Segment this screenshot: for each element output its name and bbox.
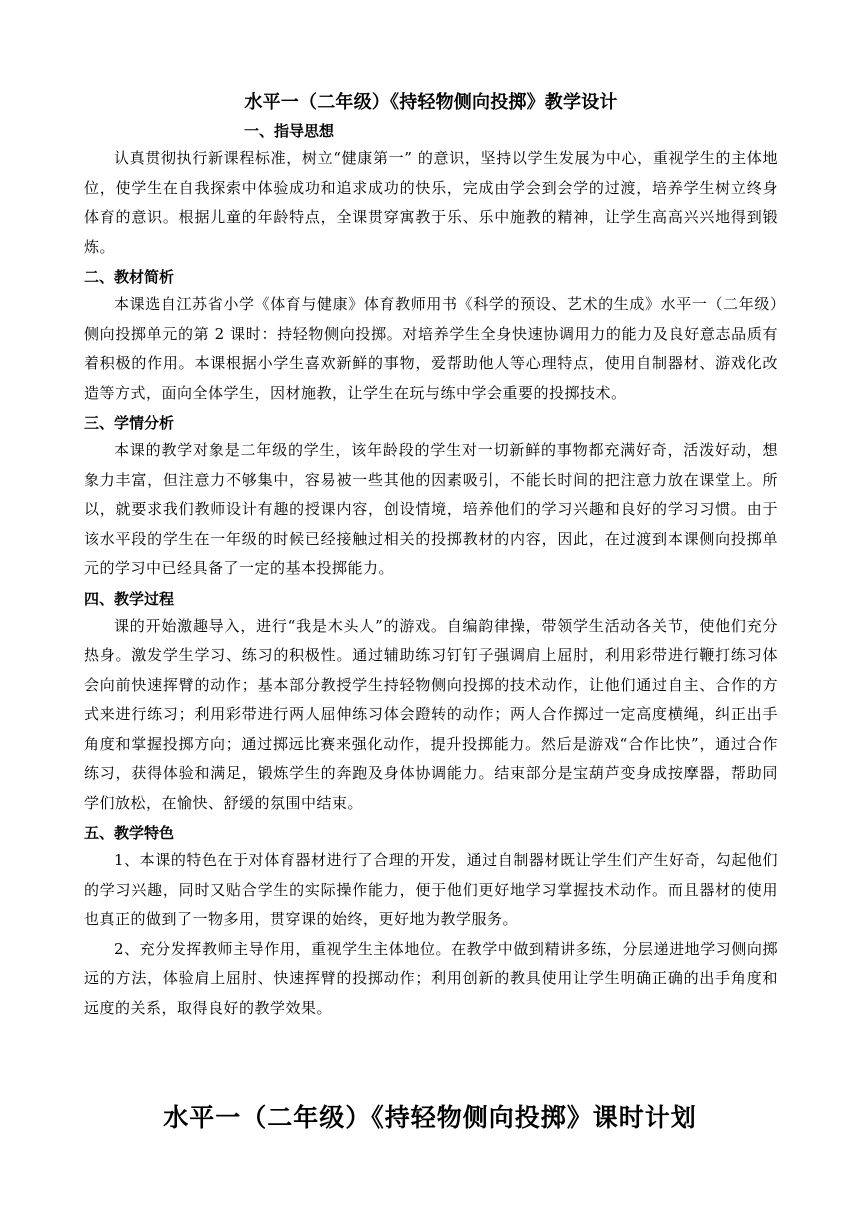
section-heading-guiding-ideology: 一、指导思想: [244, 122, 335, 140]
section-heading-teaching-process: 四、教学过程: [84, 589, 175, 608]
paragraph-teaching-process: 课的开始激趣导入，进行“我是木头人”的游戏。自编韵律操，带领学生活动各关节，使他们充分热身。激发学生学习、练习的积极性。通过辅助练习钉钉子强调肩上屈肘，利用彩带进行鞭打练习体会向前快速挥臂的动作；基本部分教授学生持轻物侧向投掷的技术动作，让他们通过自主、合作的方式来进行练习；利用彩带进行两人屈伸练习体会蹬转的动作；两人合作掷过一定高度横绳，纠正出手角度和掌握投掷方向；通过掷远比赛来强化动作，提升投掷能力。然后是游戏“合作比快”，通过合作练习，获得体验和满足，锻炼学生的奔跑及身体协调能力。结束部分是宝葫芦变身成按摩器，帮助同学们放松，在愉快、舒缓的氛围中结束。: [84, 616, 778, 812]
lesson-plan-title: 水平一（二年级）《持轻物侧向投掷》课时计划: [163, 1103, 697, 1132]
paragraph-teaching-features-1: 1、本课的特色在于对体育器材进行了合理的开发，通过自制器材既让学生们产生好奇，勾起他们的学习兴趣，同时又贴合学生的实际操作能力，便于他们更好地学习掌握技术动作。而且器材的使用也真正的做到了一物多用，贯穿课的始终，更好地为教学服务。: [84, 851, 778, 928]
document-body: [84, 88, 778, 1023]
section-heading-material-analysis: 二、教材简析: [84, 268, 175, 286]
paragraph-student-analysis: 本课的教学对象是二年级的学生，该年龄段的学生对一切新鲜的事物都充满好奇，活泼好动，想象力丰富，但注意力不够集中，容易被一些其他的因素吸引，不能长时间的把注意力放在课堂上。所以，就要求我们教师设计有趣的授课内容，创设情境，培养他们的学习兴趣和良好的学习习惯。由于该水平段的学生在一年级的时候已经接触过相关的投掷教材的内容，因此，在过渡到本课侧向投掷单元的学习中已经具备了一定的基本投掷能力。: [84, 441, 778, 577]
paragraph-guiding-ideology: 认真贯彻执行新课程标准，树立“健康第一” 的意识，坚持以学生发展为中心，重视学生的主体地位，使学生在自我探索中体验成功和追求成功的快乐，完成由学会到会学的过渡，培养学生树立终身体育的意识。根据儿童的年龄特点，全课贯穿寓教于乐、乐中施教的精神，让学生高高兴兴地得到锻炼。: [84, 149, 778, 256]
section-heading-student-analysis: 三、学情分析: [84, 414, 175, 432]
section-heading-teaching-features: 五、教学特色: [84, 824, 175, 842]
paragraph-teaching-features-2: 2、充分发挥教师主导作用，重视学生主体地位。在教学中做到精讲多练，分层递进地学习侧向掷远的方法，体验肩上屈肘、快速挥臂的投掷动作；利用创新的教具使用让学生明确正确的出手角度和远度的关系，取得良好的教学效果。: [84, 939, 778, 1017]
paragraph-material-analysis: 本课选自江苏省小学《体育与健康》体育教师用书《科学的预设、艺术的生成》水平一（二年级）侧向投掷单元的第 2 课时：持轻物侧向投掷。对培养学生全身快速协调用力的能力及良好意志品质有着积极的作用。本课根据小学生喜欢新鲜的事物，爱帮助他人等心理特点，使用自制器材、游戏化改造等方式，面向全体学生，因材施教，让学生在玩与练中学会重要的投掷技术。: [84, 295, 778, 402]
document-title: 水平一（二年级）《持轻物侧向投掷》教学设计: [244, 92, 618, 113]
